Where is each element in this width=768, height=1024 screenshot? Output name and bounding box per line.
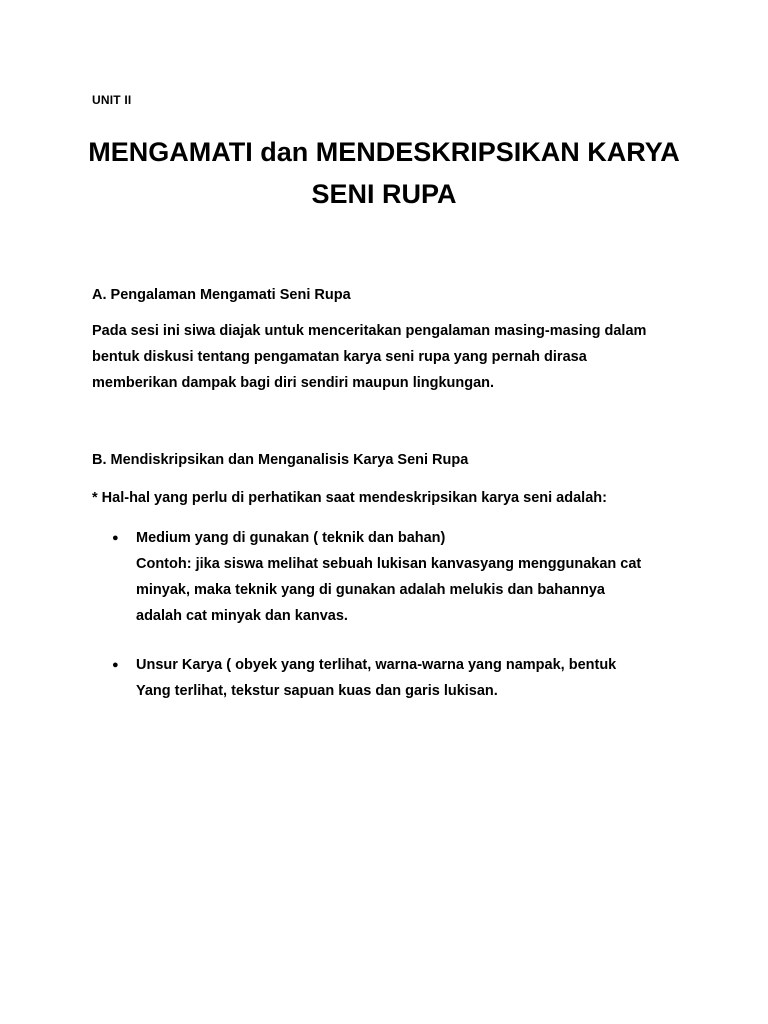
list-item-line: adalah cat minyak dan kanvas. bbox=[136, 608, 348, 624]
section-a-heading: A. Pengalaman Mengamati Seni Rupa bbox=[92, 287, 351, 303]
list-item-line: Medium yang di gunakan ( teknik dan bahan) bbox=[136, 530, 446, 546]
list-item-line: Contoh: jika siswa melihat sebuah lukisan kanvasyang menggunakan cat bbox=[136, 556, 642, 572]
paragraph-line: bentuk diskusi tentang pengamatan karya seni rupa yang pernah dirasa bbox=[92, 349, 587, 365]
section-a-paragraph bbox=[92, 318, 692, 396]
list-item bbox=[112, 652, 692, 704]
bullet-icon: ● bbox=[112, 532, 119, 544]
list-item-line: minyak, maka teknik yang di gunakan adalah melukis dan bahannya bbox=[136, 582, 605, 598]
bullet-icon: ● bbox=[112, 659, 119, 671]
title-line-1: MENGAMATI dan MENDESKRIPSIKAN KARYA bbox=[88, 137, 680, 167]
paragraph-line: memberikan dampak bagi diri sendiri maupun lingkungan. bbox=[92, 375, 495, 391]
list-item-line: Yang terlihat, tekstur sapuan kuas dan garis lukisan. bbox=[136, 683, 498, 699]
section-b-heading: B. Mendiskripsikan dan Menganalisis Karya Seni Rupa bbox=[92, 452, 469, 468]
list-item-line: Unsur Karya ( obyek yang terlihat, warna-warna yang nampak, bentuk bbox=[136, 657, 617, 673]
list-item bbox=[112, 525, 692, 629]
section-b-note: * Hal-hal yang perlu di perhatikan saat mendeskripsikan karya seni adalah: bbox=[92, 490, 607, 506]
page-title bbox=[60, 131, 708, 215]
unit-label: UNIT II bbox=[92, 93, 132, 107]
title-line-2: SENI RUPA bbox=[311, 179, 457, 209]
paragraph-line: Pada sesi ini siwa diajak untuk menceritakan pengalaman masing-masing dalam bbox=[92, 323, 647, 339]
